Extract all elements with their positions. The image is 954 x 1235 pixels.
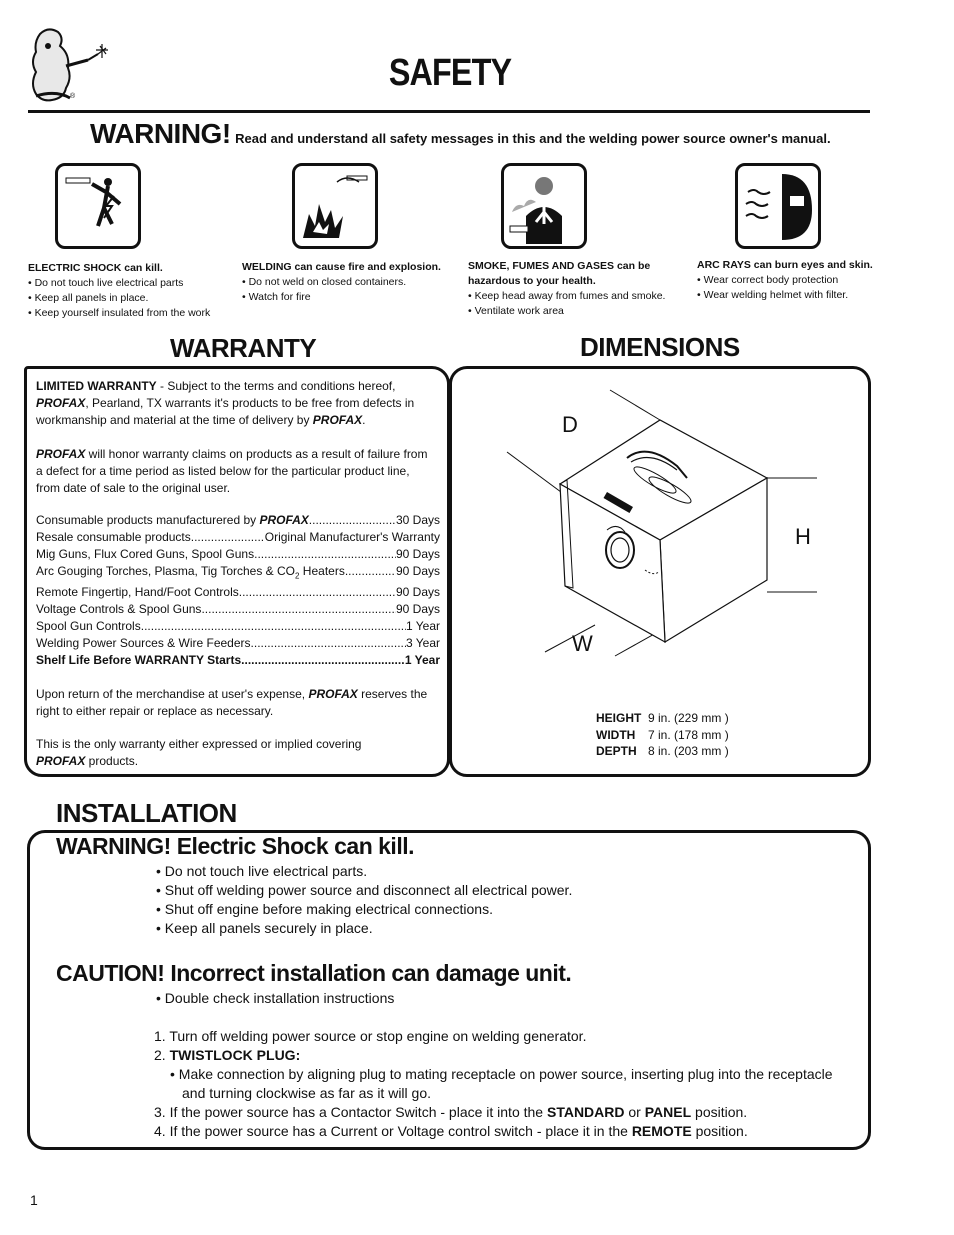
table-row: Shelf Life Before WARRANTY Starts ..... 1 Year bbox=[36, 652, 440, 669]
step-1: 1. Turn off welding power source or stop engine on welding generator. bbox=[154, 1028, 587, 1044]
hazard-fire-explosion bbox=[242, 260, 441, 305]
width-label: W bbox=[572, 631, 593, 656]
table-row: DEPTH 8 in. (203 mm ) bbox=[596, 744, 729, 758]
table-row: WIDTH 7 in. (178 mm ) bbox=[596, 727, 729, 742]
installation-caution-heading: CAUTION! Incorrect installation can damage unit. bbox=[56, 960, 572, 986]
list-item: • Keep yourself insulated from the work bbox=[28, 307, 211, 319]
table-row: Consumable products manufacturered by PROFAX ..... 30 Days bbox=[36, 512, 440, 529]
title-divider bbox=[28, 110, 870, 113]
installation-steps bbox=[154, 1027, 854, 1141]
list-item: • Keep all panels securely in place. bbox=[156, 920, 373, 936]
warning-label: WARNING! bbox=[90, 118, 231, 149]
page-number: 1 bbox=[30, 1192, 38, 1208]
list-item: • Ventilate work area bbox=[468, 305, 564, 317]
table-row: Welding Power Sources & Wire Feeders ..... 3 Year bbox=[36, 635, 440, 652]
list-item: • Wear welding helmet with filter. bbox=[697, 289, 849, 301]
list-item: • Do not touch live electrical parts. bbox=[156, 863, 368, 879]
installation-heading: INSTALLATION bbox=[56, 798, 237, 828]
table-row: Arc Gouging Torches, Plasma, Tig Torches & $CO_2$ Heaters ..... 90 Days bbox=[36, 563, 440, 584]
warning-text: Read and understand all safety messages in this and the welding power source owner's manual. bbox=[235, 131, 831, 146]
electric-shock-icon bbox=[55, 163, 141, 249]
step-4: 4. If the power source has a Current or Voltage control switch - place it in the REMOTE position. bbox=[154, 1123, 748, 1139]
step-2: 2. TWISTLOCK PLUG: bbox=[154, 1047, 301, 1063]
list-item: • Do not weld on closed containers. bbox=[242, 276, 407, 288]
table-row: Mig Guns, Flux Cored Guns, Spool Guns ..... 90 Days bbox=[36, 546, 440, 563]
list-item: • Watch for fire bbox=[242, 291, 311, 303]
arc-rays-icon bbox=[735, 163, 821, 249]
list-item: • Double check installation instructions bbox=[156, 990, 395, 1006]
page-title: SAFETY bbox=[388, 52, 512, 94]
hazard-title: ARC RAYS can burn eyes and skin. bbox=[697, 259, 873, 271]
step-2-detail: • Make connection by aligning plug to mating receptacle on power source, inserting plug into the receptacle bbox=[170, 1066, 833, 1082]
list-item: • Keep all panels in place. bbox=[28, 292, 149, 304]
table-row: Remote Fingertip, Hand/Foot Controls ..... 90 Days bbox=[36, 584, 440, 601]
hazard-arc-rays bbox=[697, 258, 873, 303]
step-2-detail-cont: and turning clockwise as far as it will go. bbox=[182, 1085, 431, 1101]
installation-warning-list bbox=[156, 862, 572, 938]
dimensions-heading: DIMENSIONS bbox=[580, 332, 740, 362]
depth-label: D bbox=[562, 412, 578, 437]
fumes-icon bbox=[501, 163, 587, 249]
warranty-text: LIMITED WARRANTY - Subject to the terms and conditions hereof, PROFAX, Pearland, TX warrants it's products to be free from defects in workmanship and material at the time of delivery by PROFAX. PROFAX will honor warranty claims on products as a result of failure from a defect for a time period as listed below for the particular product line, from date of sale to the original user. Consumable products manufacturered by PROFAX ..... 30 Days Resale consumable products ..... Original Manufacturer's Warranty Mig Guns, Flux Cored Guns, Spool Guns ..... 90 Days Arc Gouging Torches, Plasma, Tig Torches & $CO_2$ Heaters ..... 90 Days Remote Fingertip, Hand/Foot Controls ..... 90 Days Voltage Controls & Spool Guns ..... 90 Days Spool Gun Controls ..... 1 Year Welding Power Sources & Wire Feeders ..... 3 Year Shelf Life Before WARRANTY Starts ..... 1 Year Upon return of the merchandise at user's expense, PROFAX reserves the right to either repair or replace as necessary. This is the only warranty either expressed or implied covering PROFAX products. bbox=[36, 378, 440, 770]
list-item: • Shut off welding power source and disconnect all electrical power. bbox=[156, 882, 573, 898]
list-item: • Do not touch live electrical parts bbox=[28, 277, 184, 289]
table-row: Spool Gun Controls ..... 1 Year bbox=[36, 618, 440, 635]
hazard-title: SMOKE, FUMES AND GASES can be bbox=[468, 260, 651, 272]
hazard-electric-shock bbox=[28, 261, 210, 321]
table-row: HEIGHT 9 in. (229 mm ) bbox=[596, 711, 729, 725]
list-item: • Keep head away from fumes and smoke. bbox=[468, 290, 666, 302]
height-label: H bbox=[795, 524, 811, 549]
table-row: Resale consumable products ..... Original Manufacturer's Warranty bbox=[36, 529, 440, 546]
hazard-fumes bbox=[468, 259, 665, 319]
hazard-title: WELDING can cause fire and explosion. bbox=[242, 261, 441, 273]
installation-caution-list bbox=[156, 989, 394, 1008]
safety-warning-banner bbox=[90, 118, 831, 150]
list-item: • Wear correct body protection bbox=[697, 274, 839, 286]
warranty-heading: WARRANTY bbox=[170, 333, 317, 363]
fire-explosion-icon bbox=[292, 163, 378, 249]
table-row: Voltage Controls & Spool Guns ..... 90 Days bbox=[36, 601, 440, 618]
dimensions-table bbox=[596, 710, 729, 760]
trademark-mark: ® bbox=[70, 93, 76, 100]
list-item: • Shut off engine before making electrical connections. bbox=[156, 901, 493, 917]
hazard-title-cont: hazardous to your health. bbox=[468, 275, 596, 287]
hazard-title: ELECTRIC SHOCK can kill. bbox=[28, 262, 163, 274]
step-3: 3. If the power source has a Contactor Switch - place it into the STANDARD or PANEL position. bbox=[154, 1104, 748, 1120]
installation-warning-heading: WARNING! Electric Shock can kill. bbox=[56, 833, 414, 859]
